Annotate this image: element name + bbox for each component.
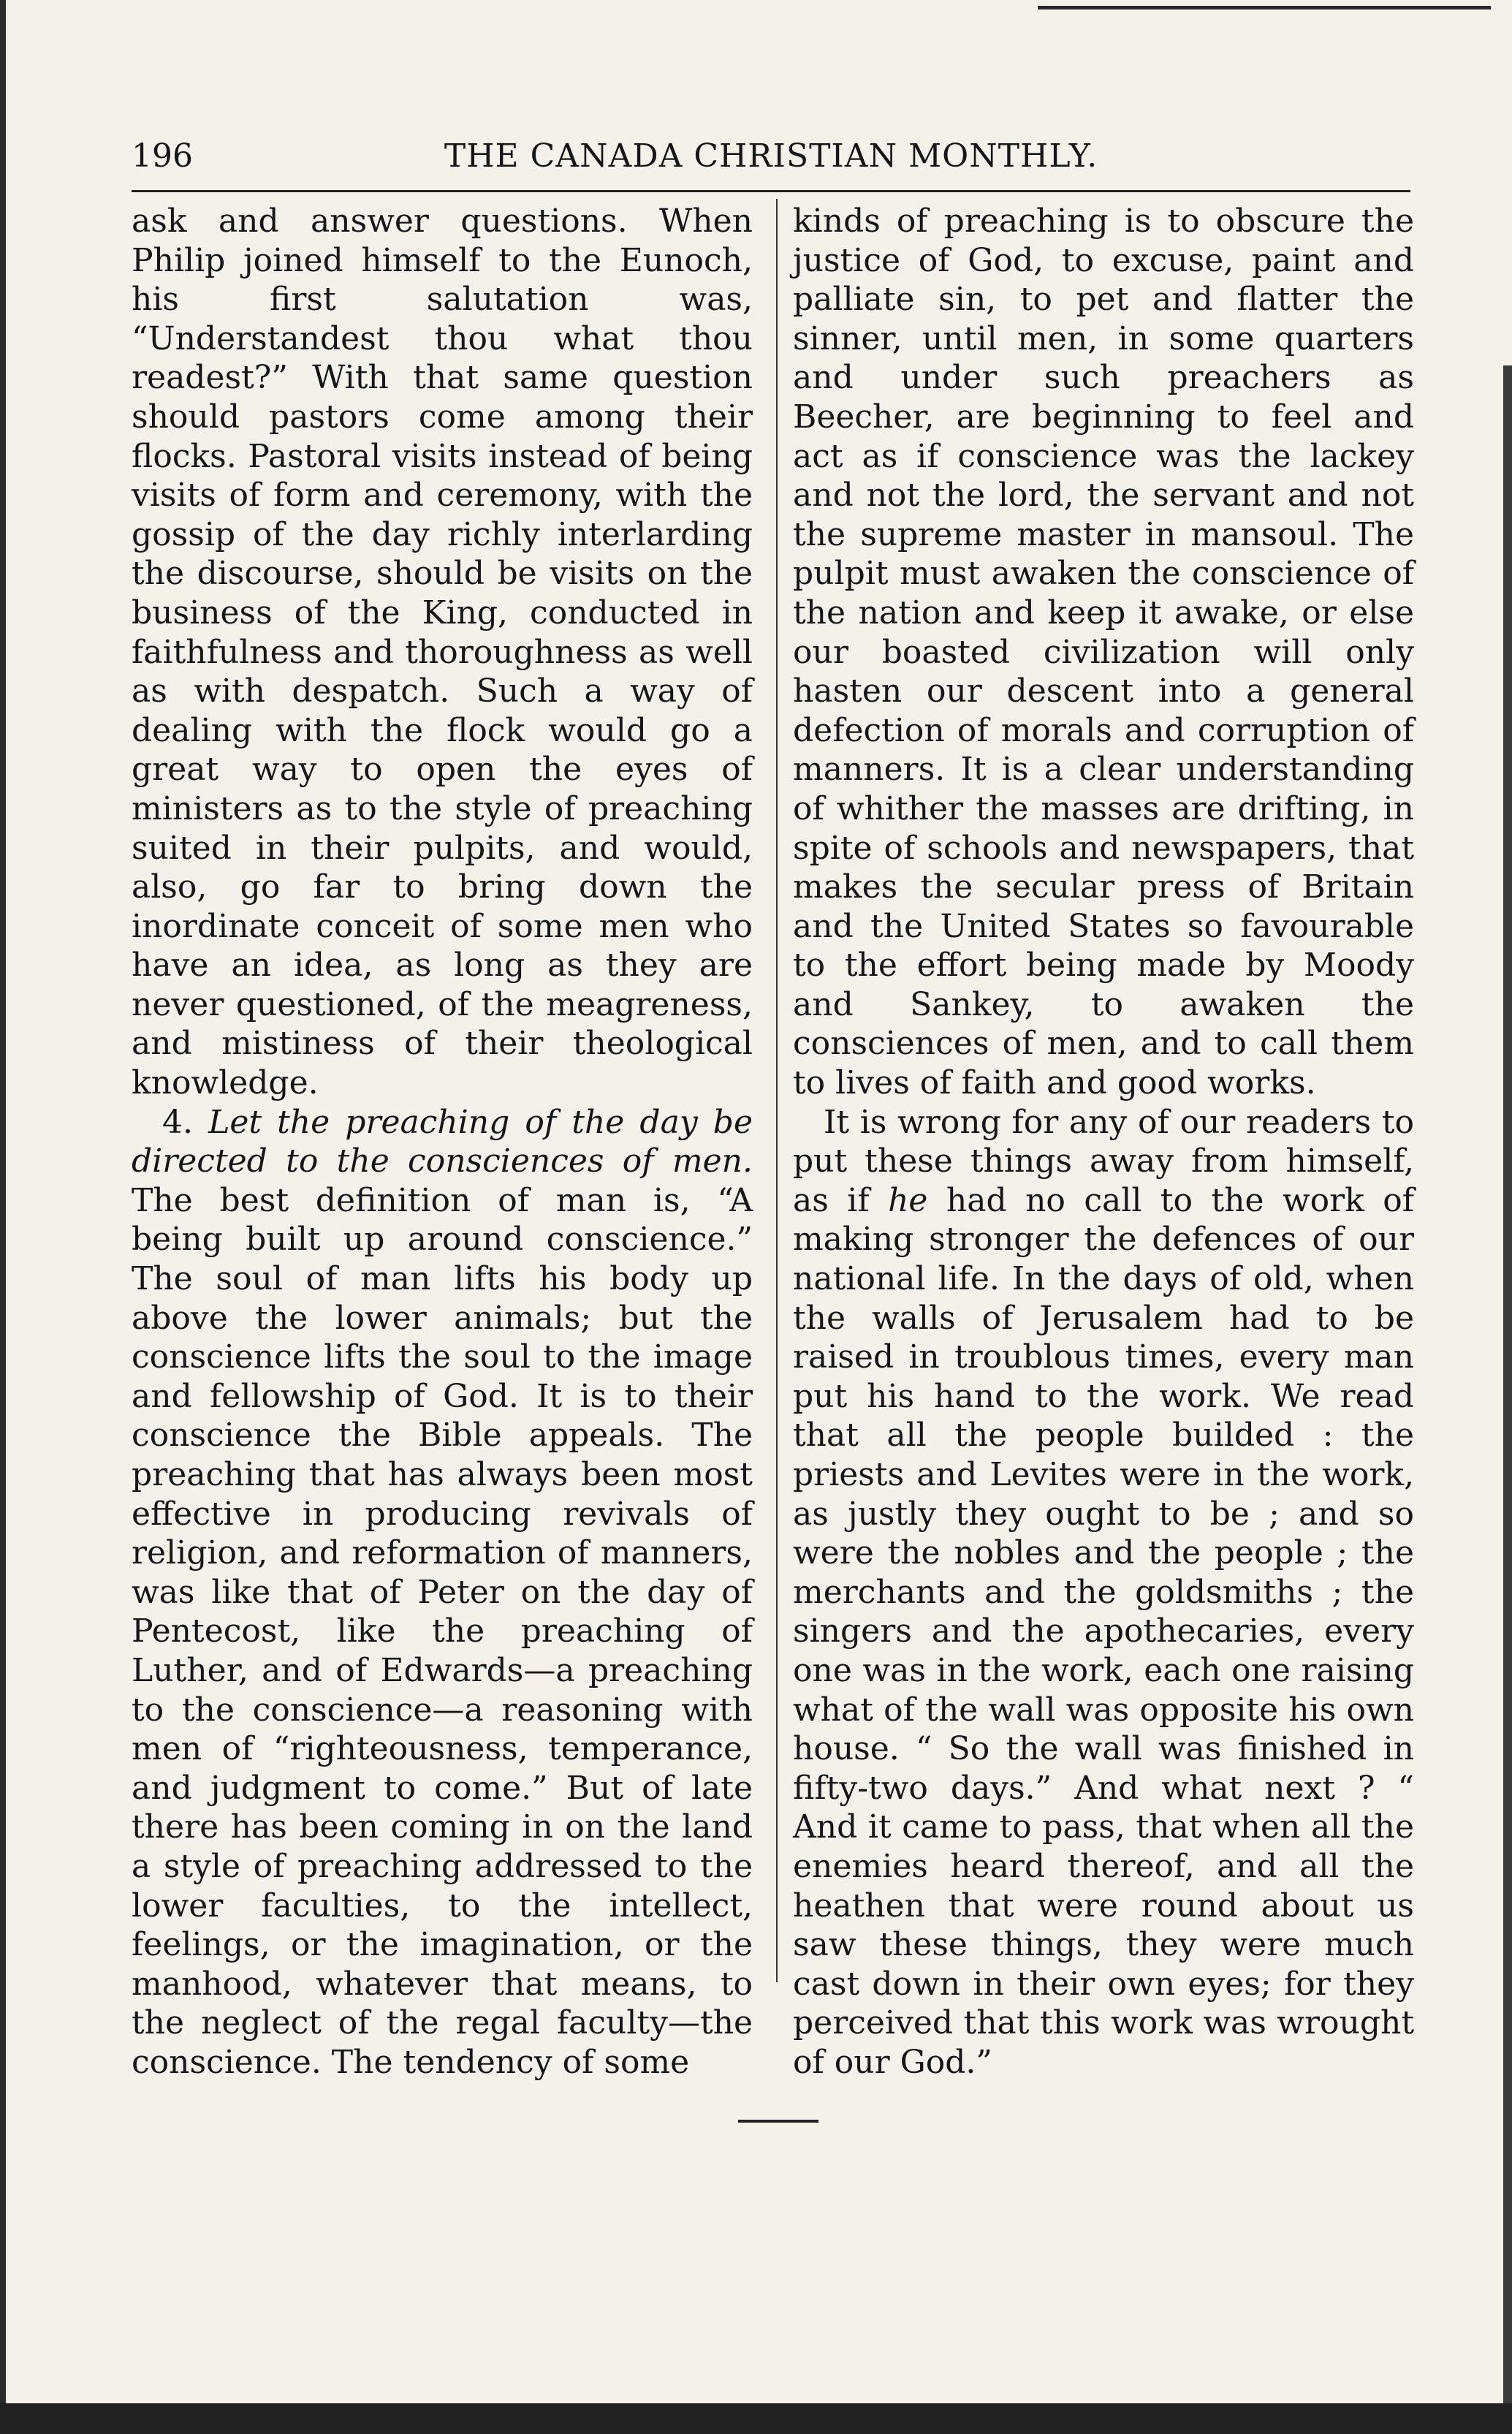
right-paragraph-2: It is wrong for any of our readers to put these things away from himself, as if he had no call to the work of making stronger the defences of our national life. In the days of old, when the walls of Jerusalem had to be raised in troublous times, every man put his hand to the work. We read that all the people builded : the priests and Levites were in the work, as justly they ought to be ; and so were the nobles and the people ; the merchants and the goldsmiths ; the singers and the apothecaries, every one was in the work, each one raising what of the wall was opposite his own house. “ So the wall was finished in fifty-two days.” And what next ? “ And it came to pass, that when all the enemies heard thereof, and all the heathen that were round about us saw these things, they were much cast down in their own eyes; for they perceived that this work was wrought of our God.” bbox=[793, 1103, 1415, 2081]
left-column bbox=[132, 202, 753, 2082]
running-head: THE CANADA CHRISTIAN MONTHLY. bbox=[444, 137, 1098, 175]
right-column bbox=[793, 202, 1414, 2082]
page-header bbox=[132, 133, 1410, 180]
left-paragraph-1: ask and answer questions. When Philip joined himself to the Eunoch, his first salutation was, “Understandest thou what thou readest?” With that same question should pastors come among their flocks. Pastoral visits instead of being visits of form and ceremony, with the gossip of the day richly interlarding the discourse, should be visits on the business of the King, conducted in faithfulness and thoroughness as well as with despatch. Such a way of dealing with the flock would go a great way to open the eyes of ministers as to the style of preaching suited in their pulpits, and would, also, go far to bring down the inordinate conceit of some men who have an idea, as long as they are never questioned, of the meagreness, and mistiness of their theological knowledge. bbox=[132, 202, 753, 1102]
italic-he: he bbox=[888, 1181, 928, 1219]
column-divider bbox=[776, 199, 778, 1982]
section-number: 4. bbox=[162, 1103, 193, 1141]
page-number: 196 bbox=[132, 137, 193, 175]
right-paragraph-1: kinds of preaching is to obscure the justice of God, to excuse, paint and palliate sin, to pet and flatter the sinner, until men, in some quarters and under such preachers as Beecher, are beginning to feel and act as if conscience was the lackey and not the lord, the servant and not the supreme master in mansoul. The pulpit must awaken the conscience of the nation and keep it awake, or else our boasted civilization will only hasten our descent into a general defection of morals and corruption of manners. It is a clear understanding of whither the masses are drifting, in spite of schools and newspapers, that makes the secular press of Britain and the United States so favourable to the effort being made by Moody and Sankey, to awaken the consciences of men, and to call them to lives of faith and good works. bbox=[793, 202, 1414, 1102]
section-body: The best definition of man is, “A being built up around conscience.” The soul of man lifts his body up above the lower animals; but the conscience lifts the soul to the image and fellowship of God. It is to their conscience the Bible appeals. The preaching that has always been most effective in producing revivals of religion, and reformation of manners, was like that of Peter on the day of Pentecost, like the preaching of Luther, and of Edwards—a preaching to the conscience—a reasoning with men of “righteousness, temperance, and judgment to come.” But of late there has been coming in on the land a style of preaching addressed to the lower faculties, to the intellect, feelings, or the imagination, or the manhood, whatever that means, to the neglect of the regal faculty—the conscience. The tendency of some bbox=[132, 1181, 753, 2081]
page-left-edge bbox=[0, 0, 6, 2434]
top-scan-rule bbox=[1038, 6, 1491, 10]
page-right-edge bbox=[1503, 365, 1512, 2434]
section-heading: Let the preaching of the day be directed to the consciences of men. bbox=[132, 1103, 753, 1180]
header-rule bbox=[132, 190, 1410, 192]
page-bottom-band bbox=[0, 2403, 1512, 2434]
end-rule bbox=[738, 2120, 818, 2123]
left-paragraph-2 bbox=[132, 1103, 753, 2082]
